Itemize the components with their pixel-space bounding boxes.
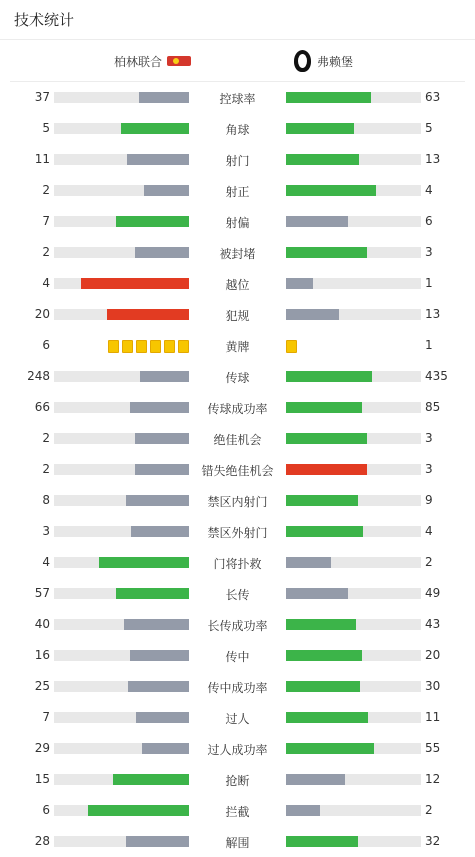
home-stat-bar <box>126 495 189 506</box>
yellow-card-icon <box>108 340 119 353</box>
yellow-card-icon <box>178 340 189 353</box>
away-stat-bar-track <box>286 247 421 258</box>
away-stat-bar <box>286 278 313 289</box>
home-stat-bar <box>136 712 189 723</box>
away-stat-bar <box>286 92 371 103</box>
home-stat-value: 15 <box>34 772 50 786</box>
away-stat-value: 4 <box>425 183 433 197</box>
home-stat-bar-track <box>54 464 189 475</box>
away-stat-bar <box>286 712 368 723</box>
away-stat-bar-track <box>286 123 421 134</box>
home-stat-bar <box>140 371 189 382</box>
stat-row <box>0 82 475 113</box>
stat-label: 错失绝佳机会 <box>201 464 274 478</box>
away-stat-bar-track <box>286 774 421 785</box>
stat-label: 抢断 <box>225 774 250 788</box>
home-stat-bar <box>107 309 189 320</box>
stat-row <box>0 702 475 733</box>
stat-label: 传中 <box>225 650 250 664</box>
away-stat-bar-track <box>286 371 421 382</box>
home-team-name: 柏林联合 <box>114 54 163 69</box>
home-stat-value: 2 <box>42 431 50 445</box>
away-stat-bar-track <box>286 154 421 165</box>
away-stat-bar-track <box>286 309 421 320</box>
away-stat-value: 9 <box>425 493 433 507</box>
stat-label: 射门 <box>225 154 250 168</box>
home-stat-bar <box>116 216 189 227</box>
home-stat-bar <box>131 526 189 537</box>
stat-row <box>0 547 475 578</box>
home-stat-value: 66 <box>34 400 50 414</box>
away-stat-bar-track <box>286 526 421 537</box>
away-stat-value: 85 <box>425 400 441 414</box>
stat-label: 犯规 <box>225 309 250 323</box>
away-stat-value: 2 <box>425 555 433 569</box>
stat-label: 禁区内射门 <box>207 495 268 509</box>
stat-label: 传球 <box>225 371 250 385</box>
home-stat-value: 29 <box>34 741 50 755</box>
away-stat-bar <box>286 123 354 134</box>
home-stat-bar <box>135 433 189 444</box>
away-stat-value: 3 <box>425 431 433 445</box>
stat-label: 射偏 <box>225 216 250 230</box>
away-stat-value: 63 <box>425 90 441 104</box>
home-stat-bar <box>135 247 189 258</box>
away-stat-value: 13 <box>425 152 441 166</box>
home-stat-value: 2 <box>42 183 50 197</box>
away-stat-value: 5 <box>425 121 433 135</box>
home-stat-bar <box>81 278 189 289</box>
away-stat-value: 3 <box>425 245 433 259</box>
stat-row <box>0 795 475 826</box>
away-stat-bar-track <box>286 433 421 444</box>
away-stat-value: 6 <box>425 214 433 228</box>
away-team-name: 弗赖堡 <box>317 54 354 69</box>
away-stat-bar <box>286 557 331 568</box>
home-stat-bar-track <box>54 712 189 723</box>
away-stat-value: 30 <box>425 679 441 693</box>
stat-row <box>0 268 475 299</box>
away-stat-bar-track <box>286 650 421 661</box>
page-title: 技术统计 <box>14 11 75 29</box>
stat-row <box>0 361 475 392</box>
away-stat-value: 55 <box>425 741 441 755</box>
home-stat-value: 4 <box>42 555 50 569</box>
home-stat-bar-track <box>54 433 189 444</box>
home-stat-value: 2 <box>42 245 50 259</box>
home-stat-bar <box>99 557 189 568</box>
away-stat-value: 11 <box>425 710 441 724</box>
away-stat-bar <box>286 216 348 227</box>
home-stat-bar-track <box>54 216 189 227</box>
home-stat-value: 57 <box>34 586 50 600</box>
away-team[interactable] <box>294 40 353 82</box>
stat-row <box>0 237 475 268</box>
stat-row <box>0 733 475 764</box>
away-stat-bar <box>286 185 376 196</box>
stat-label: 传球成功率 <box>207 402 268 416</box>
teams-bar <box>10 40 465 82</box>
away-stat-bar <box>286 650 362 661</box>
away-stat-bar-track <box>286 681 421 692</box>
stat-label: 被封堵 <box>219 247 256 261</box>
home-stat-bar-track <box>54 557 189 568</box>
home-stat-bar-track <box>54 774 189 785</box>
stat-row <box>0 671 475 702</box>
home-stat-value: 3 <box>42 524 50 538</box>
home-stat-bar <box>144 185 189 196</box>
away-stat-value: 1 <box>425 338 433 352</box>
home-stat-bar <box>142 743 189 754</box>
home-stat-bar-track <box>54 588 189 599</box>
stat-row <box>0 454 475 485</box>
yellow-card-icon <box>136 340 147 353</box>
home-stat-bar-track <box>54 619 189 630</box>
home-stat-bar-track <box>54 278 189 289</box>
away-stat-bar-track <box>286 495 421 506</box>
home-stat-bar-track <box>54 526 189 537</box>
stat-row <box>0 609 475 640</box>
home-stat-value: 2 <box>42 462 50 476</box>
stat-label: 角球 <box>225 123 250 137</box>
home-stat-bar-track <box>54 123 189 134</box>
stat-label: 控球率 <box>219 92 256 106</box>
stat-row <box>0 485 475 516</box>
away-stat-bar-track <box>286 743 421 754</box>
home-stat-bar-track <box>54 185 189 196</box>
home-stat-value: 40 <box>34 617 50 631</box>
stat-label: 黄牌 <box>225 340 250 354</box>
away-stat-bar <box>286 464 367 475</box>
stat-label: 长传 <box>225 588 250 602</box>
away-stat-bar-track <box>286 464 421 475</box>
home-stat-bar-track <box>54 371 189 382</box>
home-stat-value: 7 <box>42 710 50 724</box>
stat-row <box>0 764 475 795</box>
away-stat-value: 435 <box>425 369 448 383</box>
away-stat-bar <box>286 836 358 847</box>
stat-label: 过人 <box>225 712 250 726</box>
away-stat-bar-track <box>286 619 421 630</box>
away-stat-bar-track <box>286 836 421 847</box>
away-stat-value: 1 <box>425 276 433 290</box>
away-stat-bar <box>286 402 362 413</box>
home-stat-bar-track <box>54 309 189 320</box>
home-yellow-cards <box>108 340 189 352</box>
home-stat-value: 248 <box>27 369 50 383</box>
home-stat-bar <box>130 402 189 413</box>
away-stat-value: 4 <box>425 524 433 538</box>
away-stat-bar <box>286 619 356 630</box>
stat-label: 禁区外射门 <box>207 526 268 540</box>
away-stat-bar <box>286 495 358 506</box>
away-stat-bar <box>286 526 363 537</box>
away-stat-bar <box>286 433 367 444</box>
home-stat-value: 25 <box>34 679 50 693</box>
home-stat-bar-track <box>54 154 189 165</box>
stat-label: 射正 <box>225 185 250 199</box>
stat-row <box>0 175 475 206</box>
stat-label: 长传成功率 <box>207 619 268 633</box>
stat-row <box>0 330 475 361</box>
home-stat-bar-track <box>54 805 189 816</box>
home-stat-bar <box>126 836 189 847</box>
away-stat-bar <box>286 774 345 785</box>
stat-label: 绝佳机会 <box>213 433 262 447</box>
stat-row <box>0 299 475 330</box>
away-stat-value: 12 <box>425 772 441 786</box>
away-stat-value: 43 <box>425 617 441 631</box>
away-stat-bar <box>286 154 359 165</box>
home-stat-value: 5 <box>42 121 50 135</box>
stat-label: 越位 <box>225 278 250 292</box>
stat-row <box>0 392 475 423</box>
home-stat-value: 16 <box>34 648 50 662</box>
stat-row <box>0 826 475 857</box>
home-stat-bar-track <box>54 247 189 258</box>
home-team[interactable] <box>114 40 191 82</box>
home-stat-bar <box>116 588 189 599</box>
stat-row <box>0 113 475 144</box>
away-stat-value: 32 <box>425 834 441 848</box>
away-stat-bar <box>286 681 360 692</box>
home-stat-value: 7 <box>42 214 50 228</box>
away-stat-value: 2 <box>425 803 433 817</box>
home-stat-bar-track <box>54 495 189 506</box>
away-stat-bar <box>286 309 339 320</box>
stat-row <box>0 640 475 671</box>
stats-list <box>0 82 475 857</box>
away-stat-bar <box>286 371 372 382</box>
home-stat-value: 6 <box>42 803 50 817</box>
away-stat-bar <box>286 588 348 599</box>
away-stat-bar <box>286 247 367 258</box>
home-stat-value: 37 <box>34 90 50 104</box>
home-stat-value: 20 <box>34 307 50 321</box>
away-stat-bar-track <box>286 712 421 723</box>
away-stat-bar <box>286 805 320 816</box>
home-stat-bar-track <box>54 402 189 413</box>
home-stat-bar-track <box>54 743 189 754</box>
home-stat-bar <box>127 154 189 165</box>
stat-row <box>0 423 475 454</box>
home-stat-bar <box>121 123 189 134</box>
stat-label: 门将扑救 <box>213 557 262 571</box>
stat-label: 过人成功率 <box>207 743 268 757</box>
home-stat-bar <box>113 774 189 785</box>
away-stat-bar <box>286 743 374 754</box>
away-stat-value: 49 <box>425 586 441 600</box>
away-stat-bar-track <box>286 92 421 103</box>
away-stat-bar-track <box>286 805 421 816</box>
home-stat-value: 4 <box>42 276 50 290</box>
home-stat-value: 8 <box>42 493 50 507</box>
stat-row <box>0 516 475 547</box>
away-stat-bar-track <box>286 278 421 289</box>
home-stat-value: 11 <box>34 152 50 166</box>
stats-header <box>0 0 475 40</box>
home-stat-bar <box>139 92 189 103</box>
home-stat-value: 28 <box>34 834 50 848</box>
yellow-card-icon <box>150 340 161 353</box>
away-stat-bar-track <box>286 557 421 568</box>
away-stat-value: 20 <box>425 648 441 662</box>
yellow-card-icon <box>122 340 133 353</box>
away-stat-bar-track <box>286 588 421 599</box>
away-stat-bar-track <box>286 402 421 413</box>
home-stat-bar-track <box>54 681 189 692</box>
home-stat-bar-track <box>54 650 189 661</box>
stat-label: 解围 <box>225 836 250 850</box>
union-berlin-crest-icon <box>167 56 191 66</box>
away-stat-bar-track <box>286 216 421 227</box>
home-stat-bar <box>124 619 189 630</box>
away-stat-value: 3 <box>425 462 433 476</box>
home-stat-bar-track <box>54 836 189 847</box>
yellow-card-icon <box>164 340 175 353</box>
stat-label: 拦截 <box>225 805 250 819</box>
home-stat-bar <box>88 805 189 816</box>
stat-row <box>0 144 475 175</box>
stat-row <box>0 578 475 609</box>
home-stat-value: 6 <box>42 338 50 352</box>
freiburg-crest-icon <box>294 50 311 72</box>
home-stat-bar-track <box>54 92 189 103</box>
yellow-card-icon <box>286 340 297 353</box>
away-stat-value: 13 <box>425 307 441 321</box>
home-stat-bar <box>130 650 189 661</box>
home-stat-bar <box>135 464 189 475</box>
away-yellow-cards <box>286 340 297 352</box>
stat-label: 传中成功率 <box>207 681 268 695</box>
away-stat-bar-track <box>286 185 421 196</box>
stat-row <box>0 206 475 237</box>
home-stat-bar <box>128 681 189 692</box>
